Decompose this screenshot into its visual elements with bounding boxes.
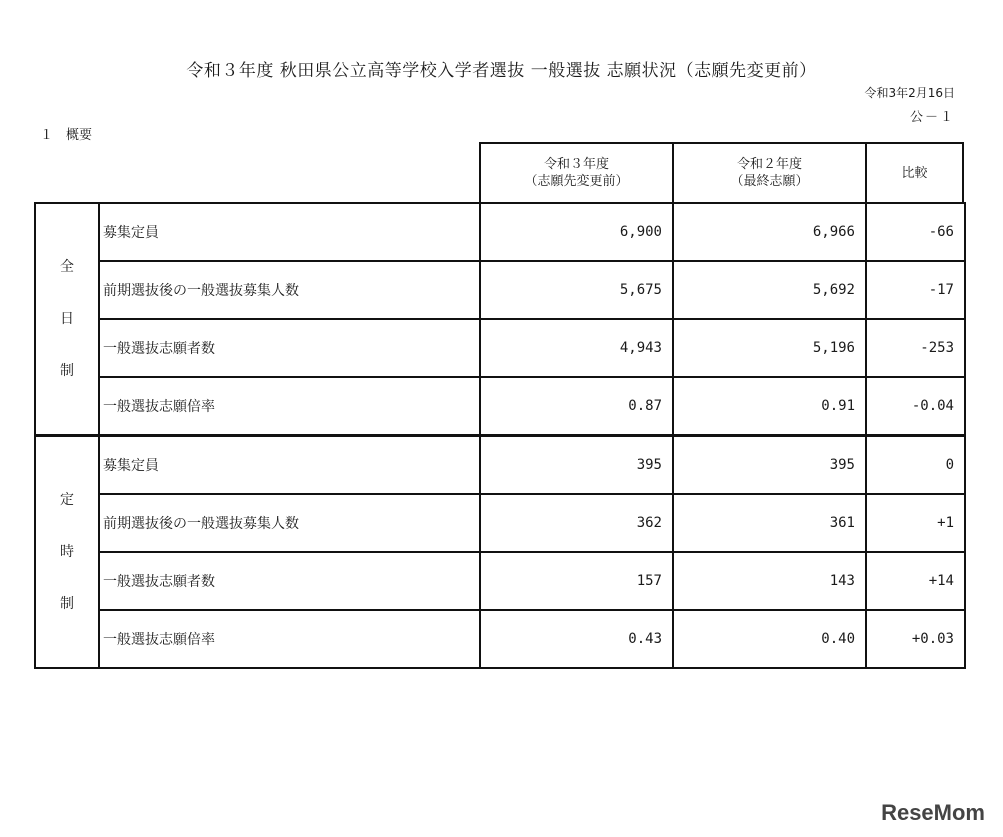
value-previous: 143 — [673, 552, 866, 610]
value-previous: 0.40 — [673, 610, 866, 668]
value-diff: +14 — [866, 552, 965, 610]
section-heading: １ 概要 — [40, 128, 93, 143]
value-diff: +1 — [866, 494, 965, 552]
value-diff: -17 — [866, 261, 965, 319]
header-previous-year — [672, 142, 867, 204]
group-char: 制 — [60, 596, 74, 612]
value-previous: 0.91 — [673, 377, 866, 436]
value-diff: -0.04 — [866, 377, 965, 436]
row-label: 一般選抜志願倍率 — [99, 377, 480, 436]
value-diff: +0.03 — [866, 610, 965, 668]
group-fulltime-label — [35, 203, 99, 436]
value-current: 395 — [480, 436, 673, 495]
value-current: 362 — [480, 494, 673, 552]
value-current: 157 — [480, 552, 673, 610]
value-current: 6,900 — [480, 203, 673, 261]
value-current: 0.43 — [480, 610, 673, 668]
group-char: 日 — [60, 311, 74, 327]
header-compare-label: 比較 — [901, 165, 928, 181]
value-current: 0.87 — [480, 377, 673, 436]
group-char: 定 — [60, 492, 74, 508]
row-label: 一般選抜志願倍率 — [99, 610, 480, 668]
header-current-year-line2: （志願先変更前） — [524, 174, 629, 189]
document-title: 令和３年度 秋田県公立高等学校入学者選抜 一般選抜 志願状況（志願先変更前） — [186, 61, 817, 81]
header-current-year-line1: 令和３年度 — [543, 157, 609, 172]
summary-table — [34, 202, 966, 669]
group-char: 全 — [60, 259, 74, 275]
value-diff: -66 — [866, 203, 965, 261]
group-char: 制 — [60, 363, 74, 379]
table-row — [35, 319, 965, 377]
table-row — [35, 552, 965, 610]
table-row — [35, 377, 965, 436]
row-label: 募集定員 — [99, 203, 480, 261]
table-row — [35, 436, 965, 495]
group-parttime-label — [35, 436, 99, 669]
resemom-watermark: ReseMom — [881, 800, 985, 825]
table-row — [35, 203, 965, 261]
header-current-year — [479, 142, 674, 204]
value-previous: 361 — [673, 494, 866, 552]
document-code: 公－１ — [909, 110, 955, 125]
row-label: 募集定員 — [99, 436, 480, 495]
header-previous-year-line1: 令和２年度 — [736, 157, 802, 172]
value-previous: 5,196 — [673, 319, 866, 377]
table-row — [35, 494, 965, 552]
value-diff: 0 — [866, 436, 965, 495]
header-compare — [865, 142, 964, 204]
value-previous: 5,692 — [673, 261, 866, 319]
value-diff: -253 — [866, 319, 965, 377]
value-current: 5,675 — [480, 261, 673, 319]
table-row — [35, 610, 965, 668]
value-previous: 395 — [673, 436, 866, 495]
value-previous: 6,966 — [673, 203, 866, 261]
value-current: 4,943 — [480, 319, 673, 377]
row-label: 一般選抜志願者数 — [99, 552, 480, 610]
row-label: 前期選抜後の一般選抜募集人数 — [99, 261, 480, 319]
document-date: 令和3年2月16日 — [864, 86, 955, 100]
header-previous-year-line2: （最終志願） — [730, 174, 809, 189]
group-char: 時 — [60, 544, 74, 560]
row-label: 一般選抜志願者数 — [99, 319, 480, 377]
table-row — [35, 261, 965, 319]
row-label: 前期選抜後の一般選抜募集人数 — [99, 494, 480, 552]
